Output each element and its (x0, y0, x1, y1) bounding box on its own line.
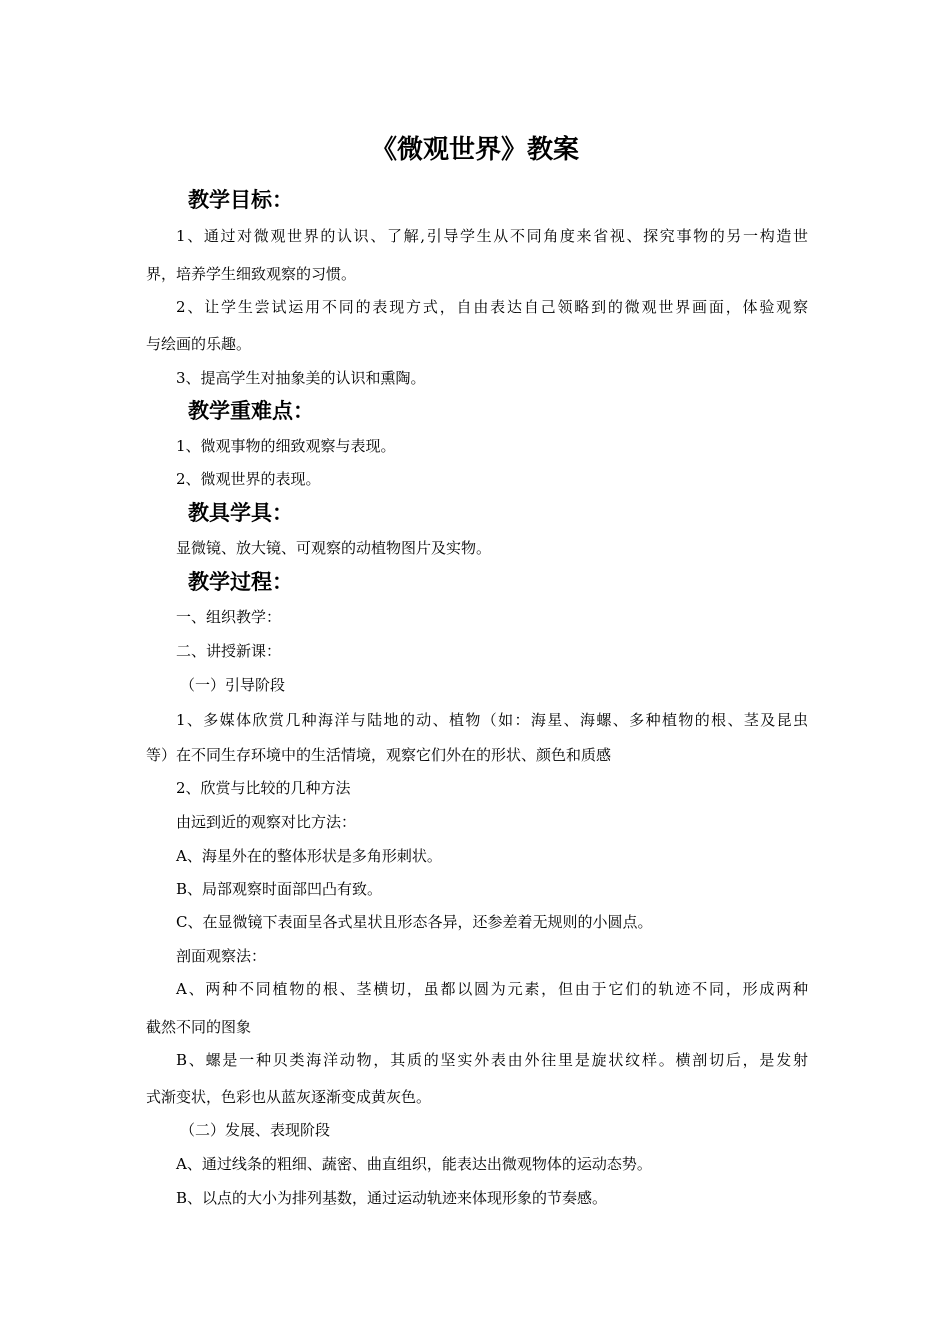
stage-1-para-2: 2、欣赏与比较的几种方法 (176, 779, 351, 797)
process-step-1: 一、组织教学： (176, 608, 282, 626)
objective-1-line-1: 1、通过对微观世界的认识、了解,引导学生从不同角度来省视、探究事物的另一构造世 (176, 227, 808, 245)
stage-1-heading: （一）引导阶段 (180, 676, 286, 694)
method-2-item-a-line-2: 截然不同的图象 (146, 1018, 252, 1036)
stage-1-para-1-line-2: 等）在不同生存环境中的生活情境，观察它们外在的形状、颜色和质感 (146, 746, 612, 764)
key-point-1: 1、微观事物的细致观察与表现。 (176, 437, 396, 455)
method-1-item-a: A、海星外在的整体形状是多角形刺状。 (176, 847, 442, 865)
method-2-item-b-line-2: 式渐变状，色彩也从蓝灰逐渐变成黄灰色。 (146, 1088, 432, 1106)
method-2-item-a-line-1: A、两种不同植物的根、茎横切，虽都以圆为元素，但由于它们的轨迹不同，形成两种 (176, 980, 808, 998)
objective-2-line-1: 2、让学生尝试运用不同的表现方式，自由表达自己领略到的微观世界画面，体验观察 (176, 298, 808, 316)
method-1-item-b: B、局部观察时面部凹凸有致。 (176, 880, 383, 898)
objective-3: 3、提高学生对抽象美的认识和熏陶。 (176, 369, 426, 387)
method-2-item-b-line-1: B、螺是一种贝类海洋动物，其质的坚实外表由外往里是旋状纹样。横剖切后，是发射 (176, 1051, 808, 1069)
key-points-heading: 教学重难点： (188, 398, 314, 423)
stage-2-heading: （二）发展、表现阶段 (180, 1121, 331, 1139)
method-1-heading: 由远到近的观察对比方法： (176, 813, 357, 831)
tools-heading: 教具学具： (188, 500, 293, 525)
tools-text: 显微镜、放大镜、可观察的动植物图片及实物。 (176, 539, 492, 557)
objective-2-line-2: 与绘画的乐趣。 (146, 335, 252, 353)
method-1-item-c: C、在显微镜下表面呈各式星状且形态各异，还参差着无规则的小圆点。 (176, 913, 653, 931)
method-2-heading: 剖面观察法： (176, 947, 267, 965)
stage-2-item-b: B、以点的大小为排列基数，通过运动轨迹来体现形象的节奏感。 (176, 1189, 608, 1207)
key-point-2: 2、微观世界的表现。 (176, 470, 321, 488)
document-title: 《微观世界》教案 (370, 135, 579, 165)
objectives-heading: 教学目标： (188, 187, 293, 212)
objective-1-line-2: 界，培养学生细致观察的习惯。 (146, 265, 357, 283)
stage-1-para-1-line-1: 1、多媒体欣赏几种海洋与陆地的动、植物（如：海星、海螺、多种植物的根、茎及昆虫 (176, 711, 808, 729)
process-heading: 教学过程： (188, 569, 293, 594)
process-step-2: 二、讲授新课： (176, 642, 282, 660)
stage-2-item-a: A、通过线条的粗细、蔬密、曲直组织，能表达出微观物体的运动态势。 (176, 1155, 652, 1173)
